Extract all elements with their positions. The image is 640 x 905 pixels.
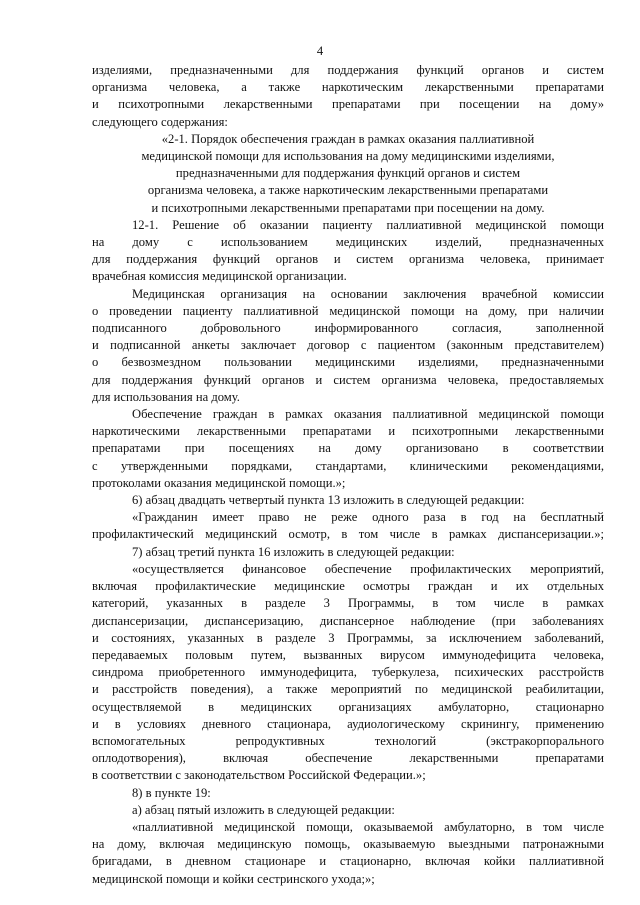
text-line: включая профилактические медицинские осмотры граждан и их отдельных xyxy=(92,579,604,594)
text-line: подписанного добровольного информированного согласия, заполненной xyxy=(92,321,604,336)
text-line: Медицинская организация на основании заключения врачебной комиссии xyxy=(132,286,604,301)
text-line: для использования на дому. xyxy=(92,389,240,404)
text-line: 8) в пункте 19: xyxy=(132,785,211,800)
text-line: категорий, указанных в разделе 3 Программы, в том числе в рамках xyxy=(92,596,604,611)
text-line: на дому с использованием медицинских изделий, предназначенных xyxy=(92,235,604,250)
text-line: и в условиях дневного стационара, аудиологическому скринингу, применению xyxy=(92,716,604,731)
text-line: с утвержденными порядками, стандартами, клиническими рекомендациями, xyxy=(92,458,604,473)
text-line: «паллиативной медицинской помощи, оказываемой амбулаторно, в том числе xyxy=(132,819,604,834)
text-line: медицинской помощи для использования на дому медицинскими изделиями, xyxy=(141,149,555,164)
document-body xyxy=(92,62,604,888)
text-line: на дому, включая медицинскую помощь, оказываемую выездными патронажными xyxy=(92,837,604,852)
text-line: синдрома приобретенного иммунодефицита, туберкулеза, психических расстройств xyxy=(92,665,604,680)
text-line: для поддержания функций органов и систем организма человека, принимает xyxy=(92,252,604,267)
text-line: наркотическими лекарственными препаратами и психотропными лекарственными xyxy=(92,424,604,439)
text-line: организма человека, а также наркотическим лекарственными препаратами xyxy=(147,183,549,198)
text-line: изделиями, предназначенными для поддержания функций органов и систем xyxy=(92,63,604,77)
text-line: «2-1. Порядок обеспечения граждан в рамках оказания паллиативной xyxy=(161,131,535,146)
text-line: «осуществляется финансовое обеспечение профилактических мероприятий, xyxy=(132,561,604,576)
text-line: 12-1. Решение об оказании пациенту паллиативной медицинской помощи xyxy=(132,217,604,232)
text-line: для поддержания функций органов и систем организма человека, предоставляемых xyxy=(92,372,604,387)
text-line: Обеспечение граждан в рамках оказания паллиативной медицинской помощи xyxy=(132,407,604,422)
text-line: и расстройств поведения), а также мероприятий по медицинской реабилитации, xyxy=(92,682,604,697)
text-line: 7) абзац третий пункта 16 изложить в следующей редакции: xyxy=(132,544,455,559)
text-line: в соответствии с законодательством Российской Федерации.»; xyxy=(92,768,426,783)
text-line: вспомогательных репродуктивных технологий (экстракорпорального xyxy=(92,733,604,748)
text-line: организма человека, а также наркотическим лекарственными препаратами xyxy=(92,80,604,95)
text-line: о безвозмездном пользовании медицинскими изделиями, предназначенными xyxy=(92,355,604,370)
text-line: бригадами, в дневном стационаре и стационарно, включая койки паллиативной xyxy=(92,854,604,869)
text-line: диспансеризации, диспансеризацию, диспансерное наблюдение (при заболеваниях xyxy=(92,613,604,628)
text-line: препаратами при посещениях на дому организовано в соответствии xyxy=(92,441,604,456)
text-line: и психотропными лекарственными препаратами при посещении на дому» xyxy=(92,97,604,112)
text-line: врачебная комиссия медицинской организации. xyxy=(92,269,347,284)
text-line: оплодотворения), включая обеспечение лекарственными препаратами xyxy=(92,751,604,766)
text-line: а) абзац пятый изложить в следующей редакции: xyxy=(132,802,395,817)
text-line: следующего содержания: xyxy=(92,114,228,129)
text-line: и состояниях, указанных в разделе 3 Программы, за исключением заболеваний, xyxy=(92,630,604,645)
text-line: о проведении пациенту паллиативной медицинской помощи на дому, при наличии xyxy=(92,303,604,318)
text-line: протоколами оказания медицинской помощи.»; xyxy=(92,475,346,490)
text-line: и психотропными лекарственными препаратами при посещении на дому. xyxy=(151,200,545,215)
text-line: передаваемых половым путем, вызванных вирусом иммунодефицита человека, xyxy=(92,647,604,662)
text-line: 6) абзац двадцать четвертый пункта 13 изложить в следующей редакции: xyxy=(132,493,525,508)
page-number: 4 xyxy=(316,44,324,58)
text-line: предназначенными для поддержания функций органов и систем xyxy=(175,166,521,181)
text-line: медицинской помощи и койки сестринского ухода;»; xyxy=(92,871,375,886)
text-line: и подписанной анкеты заключает договор с пациентом (законным представителем) xyxy=(92,338,604,353)
text-line: осуществляемой в медицинских организациях амбулаторно, стационарно xyxy=(92,699,604,714)
text-line: профилактический медицинский осмотр, в том числе в рамках диспансеризации.»; xyxy=(92,527,604,542)
text-line: «Гражданин имеет право не реже одного раза в год на бесплатный xyxy=(132,510,604,525)
